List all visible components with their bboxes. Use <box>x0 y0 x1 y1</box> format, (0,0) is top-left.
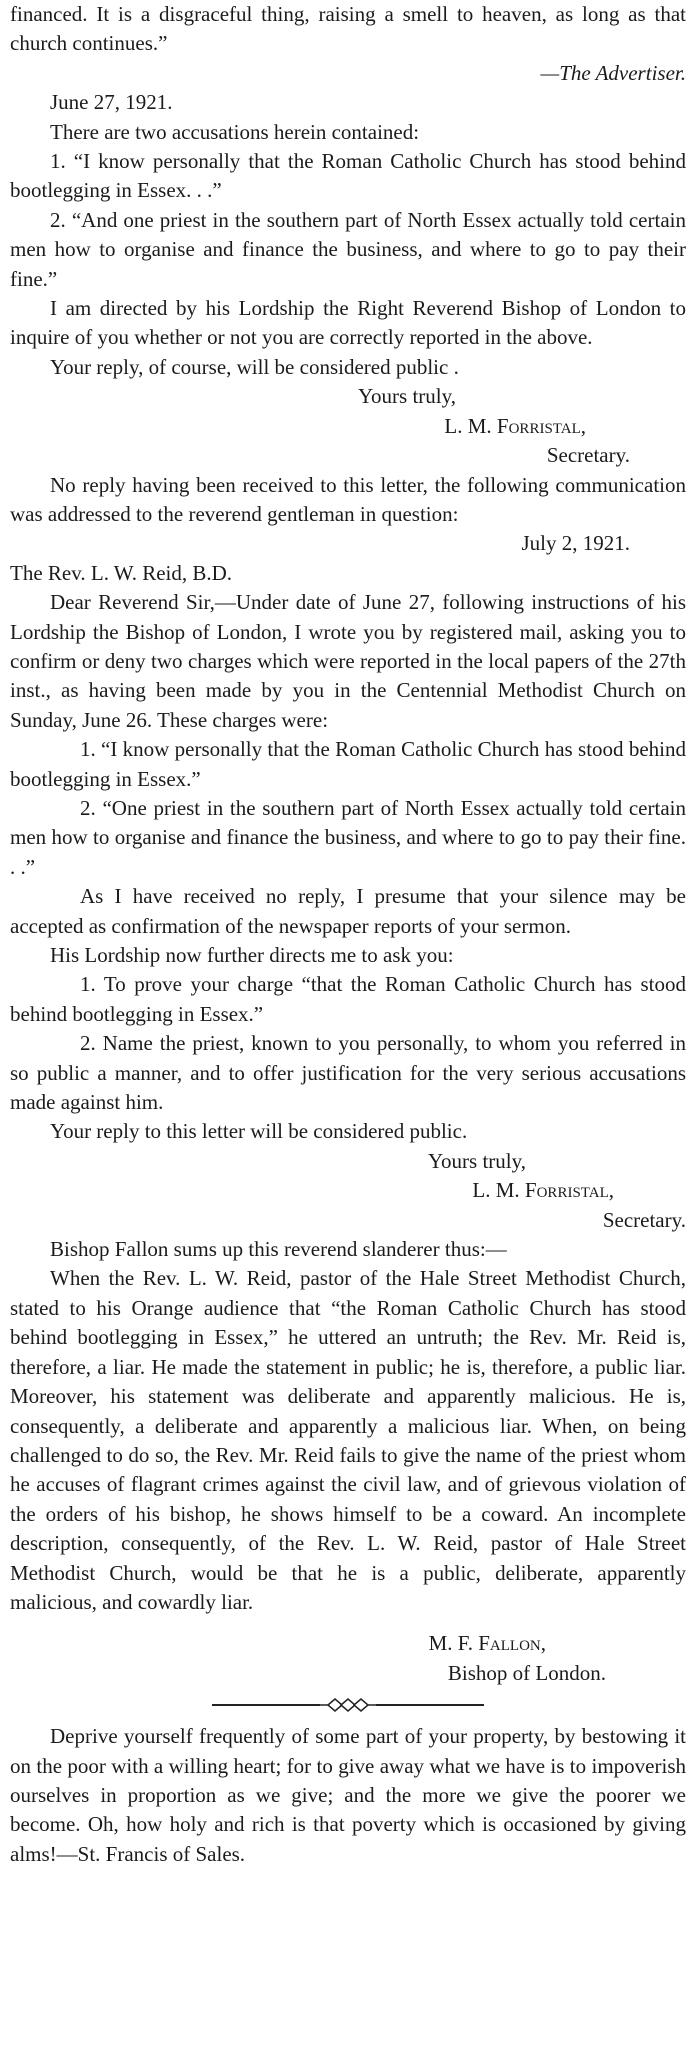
ornamental-divider <box>10 1688 686 1722</box>
closing-quote: Deprive yourself frequently of some part of your property, by bestowing it on the poor with a willing heart; for to give away what we have is to impoverish ourselves in proportion as we give; and the more we give the poorer we become. Oh, how holy and rich is that poverty which is occasioned by giving alms!—St. Francis of Sales. <box>10 1724 686 1866</box>
fallon-title: Bishop of London. <box>447 1660 606 1685</box>
letter2-reply-note: Your reply to this letter will be considered public. <box>50 1119 468 1144</box>
letter1-closing: Yours truly, <box>357 384 456 409</box>
spacer <box>10 1617 686 1629</box>
letter1-intro: There are two accusations herein contained: <box>50 119 420 144</box>
opening-paragraph: financed. It is a disgraceful thing, raising a smell to heaven, as long as that church continues.” <box>10 2 686 56</box>
letter2-salutation: Dear Reverend Sir,—Under date of June 27, following instructions of his Lordship the Bishop of London, I wrote you by registered mail, asking you to confirm or deny two charges which were reported in the local papers of the 27th inst., as having been made by you in the Centennial Methodist Church on Sunday, June 26. These charges were: <box>10 590 686 732</box>
letter2-ask-2: 2. Name the priest, known to you personally, to whom you referred in so public a manner, and to offer justification for the very serious accusations made against him. <box>10 1031 686 1115</box>
letter2-silence: As I have received no reply, I presume that your silence may be accepted as confirmation of the newspaper reports of your sermon. <box>10 884 686 938</box>
letter2-charge-1: 1. “I know personally that the Roman Catholic Church has stood behind bootlegging in Essex.” <box>10 737 686 791</box>
divider-rule-right <box>376 1704 484 1706</box>
divider-rule-left <box>212 1704 320 1706</box>
fallon-statement: When the Rev. L. W. Reid, pastor of the Hale Street Methodist Church, stated to his Orange audience that “the Roman Catholic Church has stood behind bootlegging in Essex,” he uttered an untruth; the Rev. Mr. Reid is, therefore, a liar. He made the statement in public; he is, therefore, a public liar. Moreover, his statement was deliberate and apparently malicious. He is, consequently, a deliberate and apparently a malicious liar. When, on being challenged to do so, the Rev. Mr. Reid fails to give the name of the priest whom he accuses of flagrant crimes against the civil law, and of grievous violation of the orders of his bishop, he shows himself to be a coward. An incomplete description, consequently, of the Rev. L. W. Reid, pastor of Hale Street Methodist Church, would be that he is a public, deliberate, apparently malicious, and cowardly liar. <box>10 1266 686 1614</box>
letter2-charge-2: 2. “One priest in the southern part of North Essex actually told certain men how to organise and finance the business, and where to go to pay their fine. . .” <box>10 795 686 879</box>
letter1-accusation-1: 1. “I know personally that the Roman Catholic Church has stood behind bootlegging in Essex. . .” <box>10 149 686 203</box>
sums-up-line: Bishop Fallon sums up this reverend slanderer thus:— <box>50 1237 507 1262</box>
letter2-addressee: The Rev. L. W. Reid, B.D. <box>10 560 233 585</box>
letter2-closing: Yours truly, <box>427 1148 526 1173</box>
letter1-role: Secretary. <box>546 443 630 468</box>
letter1-reply-note: Your reply, of course, will be considered public . <box>50 354 459 379</box>
letter1-body: I am directed by his Lordship the Right Reverend Bishop of London to inquire of you whether or not you are correctly reported in the above. <box>10 296 686 350</box>
source-attribution: —The Advertiser. <box>540 60 686 85</box>
letter1-date: June 27, 1921. <box>50 90 173 115</box>
letter2-date: July 2, 1921. <box>521 531 630 556</box>
letter2-signer: L. M. Forristal, <box>472 1178 614 1203</box>
letter1-signer: L. M. Forristal, <box>444 413 586 438</box>
letter1-accusation-2: 2. “And one priest in the southern part of North Essex actually told certain men how to organise and finance the business, and where to go to pay their fine.” <box>10 207 686 291</box>
letter2-ask-1: 1. To prove your charge “that the Roman Catholic Church has stood behind bootlegging in Essex.” <box>10 972 686 1026</box>
letter2-directs: His Lordship now further directs me to ask you: <box>50 943 454 967</box>
transition-paragraph: No reply having been received to this letter, the following communication was addressed to the reverend gentleman in question: <box>10 472 686 526</box>
letter2-role: Secretary. <box>602 1207 686 1232</box>
diamond-ornament-icon <box>320 1697 376 1713</box>
fallon-signature: M. F. Fallon, <box>428 1631 546 1656</box>
